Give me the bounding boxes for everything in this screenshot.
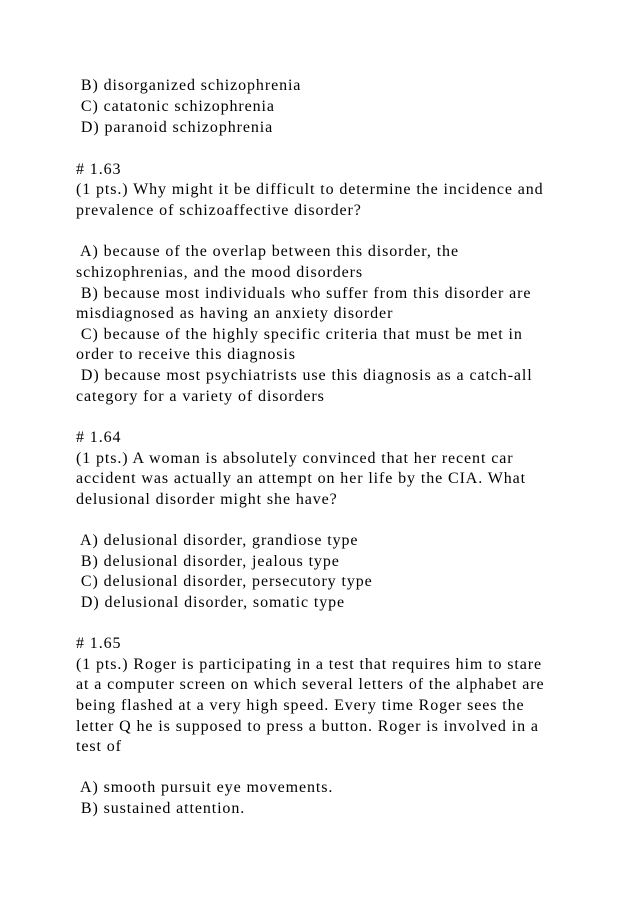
answer-option-b: misdiagnosed as having an anxiety disorder [76, 305, 394, 322]
question-text: (1 pts.) Roger is participating in a test that requires him to stare [76, 656, 542, 673]
question-number: # 1.63 [76, 161, 122, 178]
question-text: prevalence of schizoaffective disorder? [76, 202, 362, 219]
question-text: (1 pts.) Why might it be difficult to determine the incidence and [76, 181, 544, 198]
question-text: (1 pts.) A woman is absolutely convinced that her recent car [76, 450, 514, 467]
question-text: letter Q he is supposed to press a button. Roger is involved in a [76, 718, 539, 735]
answer-option-a: A) delusional disorder, grandiose type [76, 532, 359, 549]
question-text: accident was actually an attempt on her life by the CIA. What [76, 470, 527, 487]
answer-option-b: B) because most individuals who suffer from this disorder are [76, 285, 532, 302]
answer-option-d: category for a variety of disorders [76, 388, 325, 405]
answer-option-c: order to receive this diagnosis [76, 346, 296, 363]
answer-option-d: D) delusional disorder, somatic type [76, 594, 346, 611]
answer-option-b: B) disorganized schizophrenia [76, 77, 302, 94]
answer-option-a: A) because of the overlap between this disorder, the [76, 243, 459, 260]
answer-option-b: B) delusional disorder, jealous type [76, 553, 340, 570]
question-text: being flashed at a very high speed. Every time Roger sees the [76, 697, 525, 714]
answer-option-d: D) paranoid schizophrenia [76, 119, 274, 136]
answer-option-c: C) because of the highly specific criteria that must be met in [76, 326, 523, 343]
answer-option-c: C) catatonic schizophrenia [76, 98, 275, 115]
answer-option-a: schizophrenias, and the mood disorders [76, 264, 364, 281]
question-number: # 1.64 [76, 429, 122, 446]
answer-option-a: A) smooth pursuit eye movements. [76, 779, 334, 796]
question-text: test of [76, 738, 122, 755]
question-number: # 1.65 [76, 635, 122, 652]
answer-option-b: B) sustained attention. [76, 800, 246, 817]
answer-option-d: D) because most psychiatrists use this diagnosis as a catch-all [76, 367, 533, 384]
answer-option-c: C) delusional disorder, persecutory type [76, 573, 373, 590]
question-text: at a computer screen on which several letters of the alphabet are [76, 676, 545, 693]
question-text: delusional disorder might she have? [76, 491, 338, 508]
